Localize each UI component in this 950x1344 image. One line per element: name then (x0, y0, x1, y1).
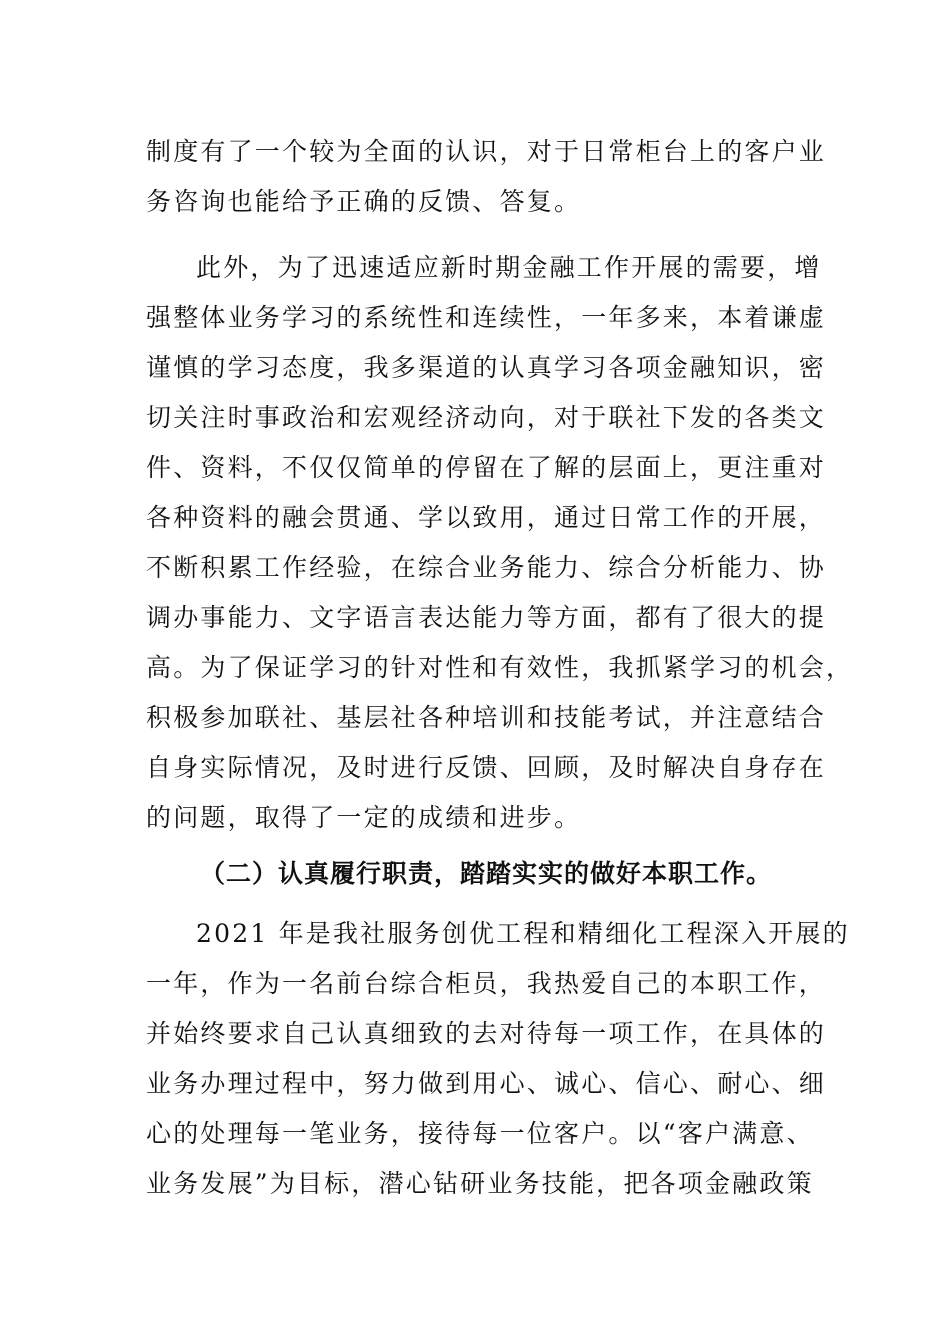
paragraph-line: 件、资料，不仅仅简单的停留在了解的层面上，更注重对 (146, 453, 827, 482)
paragraph-line: 业务发展”为目标，潜心钻研业务技能，把各项金融政策 (146, 1169, 814, 1198)
paragraph-line: 2021 年是我社服务创优工程和精细化工程深入开展的 (196, 919, 850, 948)
paragraph-line: 高。为了保证学习的针对性和有效性，我抓紧学习的机会， (146, 653, 854, 682)
paragraph-line: 的问题，取得了一定的成绩和进步。 (146, 803, 582, 832)
paragraph-line: 不断积累工作经验，在综合业务能力、综合分析能力、协 (146, 553, 827, 582)
paragraph-line: 心的处理每一笔业务，接待每一位客户。以“客户满意、 (146, 1119, 814, 1148)
paragraph-line: 强整体业务学习的系统性和连续性，一年多来，本着谦虚 (146, 303, 827, 332)
paragraph-line: 谨慎的学习态度，我多渠道的认真学习各项金融知识，密 (146, 353, 827, 382)
paragraph-line: 务咨询也能给予正确的反馈、答复。 (146, 187, 582, 216)
paragraph-line: 并始终要求自己认真细致的去对待每一项工作，在具体的 (146, 1019, 827, 1048)
paragraph-line: 一年，作为一名前台综合柜员，我热爱自己的本职工作， (146, 969, 827, 998)
paragraph-line: 制度有了一个较为全面的认识，对于日常柜台上的客户业 (146, 137, 827, 166)
paragraph-line: 各种资料的融会贯通、学以致用，通过日常工作的开展， (146, 503, 827, 532)
paragraph-line: 自身实际情况，及时进行反馈、回顾，及时解决自身存在 (146, 753, 827, 782)
paragraph-line: 此外，为了迅速适应新时期金融工作开展的需要，增 (196, 253, 822, 282)
section-heading: （二）认真履行职责，踏踏实实的做好本职工作。 (200, 859, 773, 888)
paragraph-line: 切关注时事政治和宏观经济动向，对于联社下发的各类文 (146, 403, 827, 432)
paragraph-line: 积极参加联社、基层社各种培训和技能考试，并注意结合 (146, 703, 827, 732)
paragraph-line: 调办事能力、文字语言表达能力等方面，都有了很大的提 (146, 603, 827, 632)
paragraph-line: 业务办理过程中，努力做到用心、诚心、信心、耐心、细 (146, 1069, 827, 1098)
